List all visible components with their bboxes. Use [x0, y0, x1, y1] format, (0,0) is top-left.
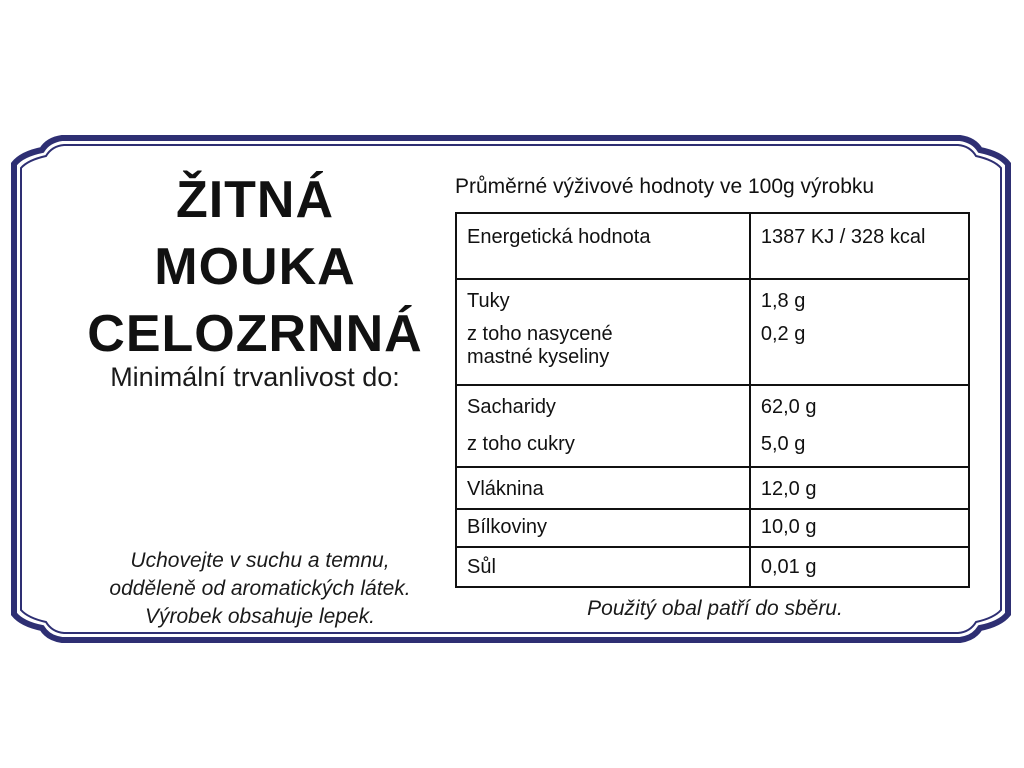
nutrition-table: [455, 212, 970, 588]
product-title-line-2: MOUKA: [154, 238, 356, 296]
storage-line: odděleně od aromatických látek.: [109, 577, 411, 600]
nutrient-name-line: z toho nasycené: [467, 323, 613, 345]
nutrient-value: 62,0 g: [750, 385, 969, 427]
table-row: [456, 319, 969, 385]
nutrient-name: Sacharidy: [456, 385, 750, 427]
table-row: [456, 467, 969, 509]
nutrient-name: Sůl: [456, 547, 750, 587]
product-title-line-3: CELOZRNNÁ: [87, 305, 423, 363]
table-row: [456, 547, 969, 587]
nutrient-name: z toho cukry: [456, 427, 750, 467]
nutrient-name: Tuky: [456, 279, 750, 319]
recycling-note: Použitý obal patří do sběru.: [587, 597, 843, 620]
table-row: [456, 279, 969, 319]
nutrition-heading: Průměrné výživové hodnoty ve 100g výrobku: [455, 175, 875, 198]
table-row: [456, 213, 969, 279]
table-row: [456, 509, 969, 547]
nutrient-name-line: mastné kyseliny: [467, 346, 610, 368]
nutrient-name: Energetická hodnota: [456, 213, 750, 279]
nutrient-name: Bílkoviny: [456, 509, 750, 547]
nutrient-value: 0,2 g: [750, 319, 969, 385]
product-title-line-1: ŽITNÁ: [175, 171, 335, 229]
storage-instructions: [60, 547, 460, 631]
table-row: [456, 385, 969, 427]
nutrient-value: 1387 KJ / 328 kcal: [750, 213, 969, 279]
product-label: [0, 92, 1024, 662]
nutrient-name: Vláknina: [456, 467, 750, 509]
nutrient-value: 10,0 g: [750, 509, 969, 547]
table-row: [456, 427, 969, 467]
nutrient-value: 0,01 g: [750, 547, 969, 587]
nutrient-value: 12,0 g: [750, 467, 969, 509]
nutrient-value: 5,0 g: [750, 427, 969, 467]
best-before-label: Minimální trvanlivost do:: [110, 362, 400, 392]
nutrient-name: [456, 319, 750, 385]
allergen-line: Výrobek obsahuje lepek.: [145, 605, 375, 628]
storage-line: Uchovejte v suchu a temnu,: [130, 549, 390, 572]
nutrient-value: 1,8 g: [750, 279, 969, 319]
